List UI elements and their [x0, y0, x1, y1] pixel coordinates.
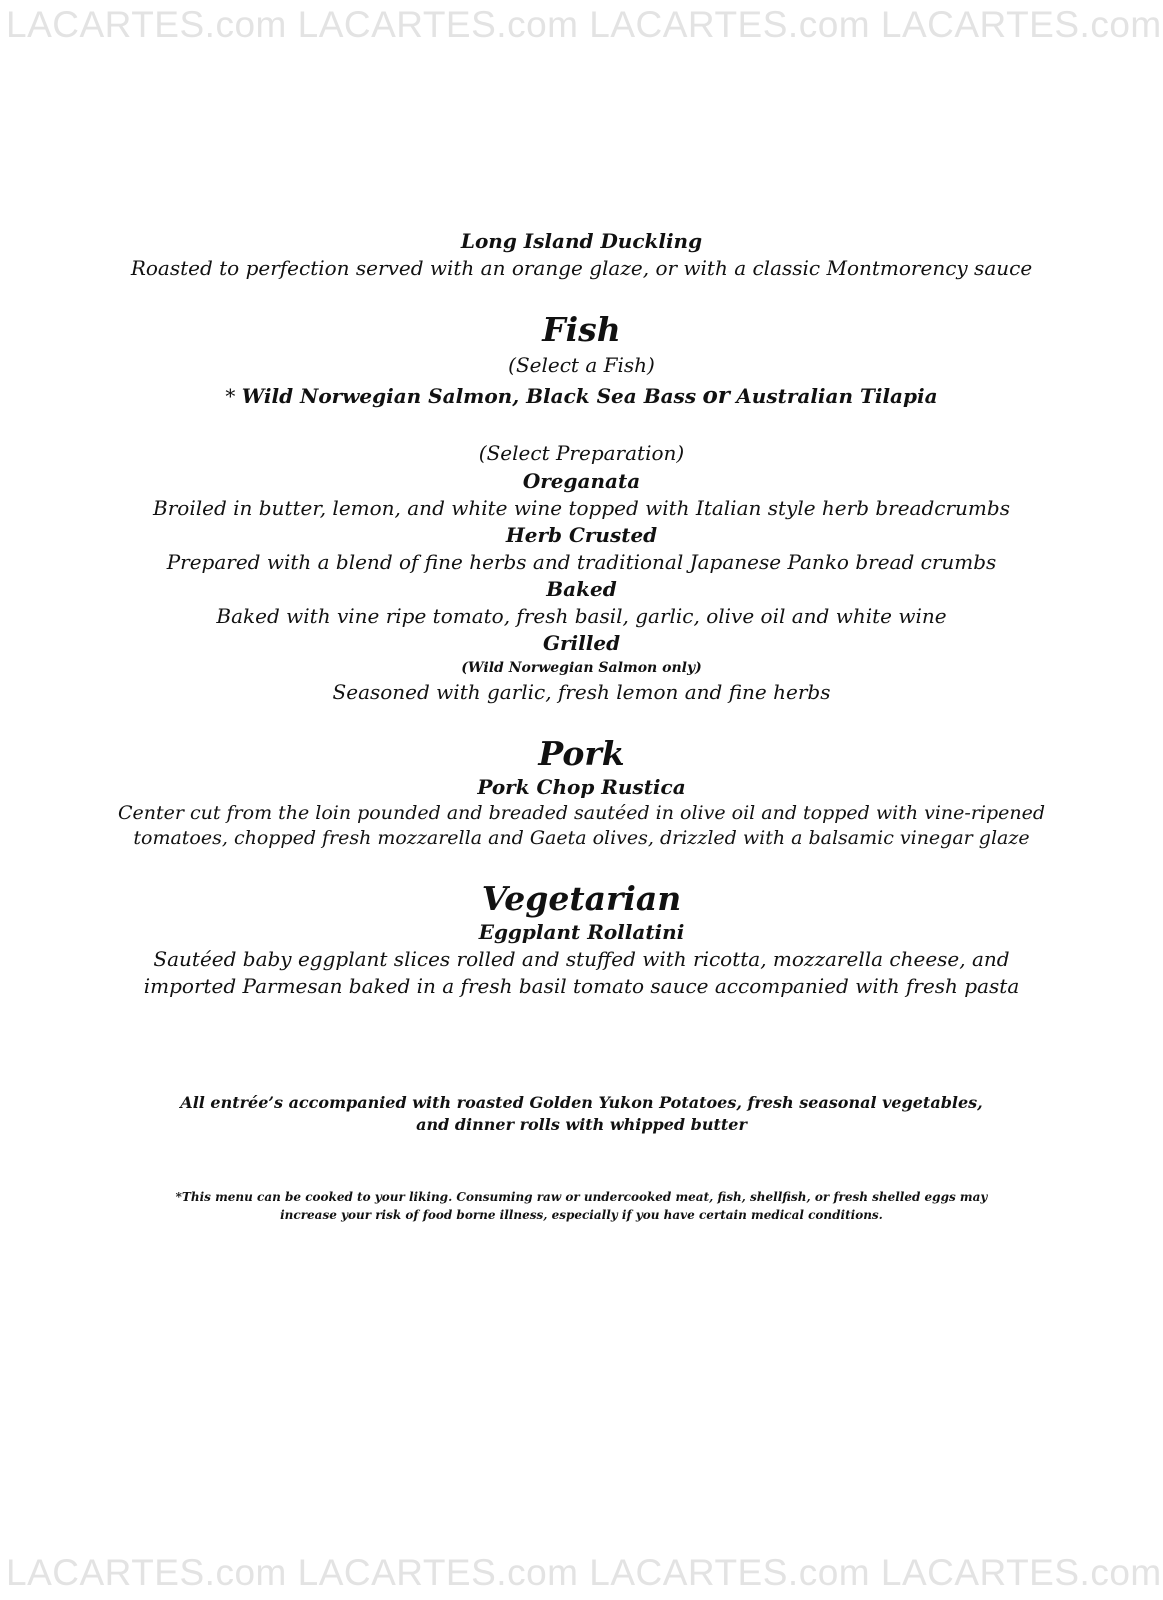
- fish-or-word: or: [702, 382, 730, 409]
- prep-baked-description: Baked with vine ripe tomato, fresh basil, garlic, olive oil and white wine: [216, 604, 947, 628]
- warning-line2: increase your risk of food borne illness, especially if you have certain medical conditions.: [280, 1208, 883, 1222]
- pork-section-title: Pork: [538, 734, 625, 773]
- fish-option-last: Australian Tilapia: [736, 384, 938, 408]
- watermark-bottom: LACARTES.com LACARTES.com LACARTES.com LACARTES.com: [6, 1554, 1162, 1591]
- watermark-top: LACARTES.com LACARTES.com LACARTES.com LACARTES.com: [6, 6, 1162, 43]
- vegetarian-section-title: Vegetarian: [481, 879, 682, 918]
- food-safety-warning: [0, 1188, 1163, 1224]
- fish-options: [0, 380, 1163, 412]
- fish-options-list: Wild Norwegian Salmon, Black Sea Bass: [241, 384, 697, 408]
- accompaniment-note: [0, 1092, 1163, 1136]
- accompaniment-line1: All entrée’s accompanied with roasted Golden Yukon Potatoes, fresh seasonal vegetables,: [180, 1093, 983, 1112]
- prep-grilled-description: Seasoned with garlic, fresh lemon and fine herbs: [332, 680, 831, 704]
- warning-line1: *This menu can be cooked to your liking. Consuming raw or undercooked meat, fish, shellfish, or fresh shelled eggs may: [175, 1190, 988, 1204]
- fish-asterisk: *: [225, 384, 242, 408]
- accompaniment-line2: and dinner rolls with whipped butter: [416, 1115, 747, 1134]
- pork-description-line1: Center cut from the loin pounded and breaded sautéed in olive oil and topped with vine-ripened: [117, 802, 1046, 824]
- prep-oreganata-name: Oreganata: [522, 469, 641, 493]
- preparation-select-label: (Select Preparation): [478, 441, 685, 465]
- prep-herb-crusted-description: Prepared with a blend of fine herbs and traditional Japanese Panko bread crumbs: [166, 550, 997, 574]
- prep-grilled-name: Grilled: [542, 631, 621, 655]
- duckling-name: Long Island Duckling: [460, 229, 703, 253]
- vegetarian-description-line2: imported Parmesan baked in a fresh basil tomato sauce accompanied with fresh pasta: [143, 974, 1020, 998]
- prep-herb-crusted-name: Herb Crusted: [505, 523, 658, 547]
- prep-baked-name: Baked: [546, 577, 617, 601]
- fish-select-label: (Select a Fish): [508, 353, 655, 377]
- vegetarian-item-name: Eggplant Rollatini: [478, 920, 685, 944]
- duckling-description: Roasted to perfection served with an orange glaze, or with a classic Montmorency sauce: [130, 256, 1033, 280]
- prep-oreganata-description: Broiled in butter, lemon, and white wine topped with Italian style herb breadcrumbs: [153, 496, 1010, 520]
- fish-section-title: Fish: [542, 310, 621, 349]
- pork-description-line2: tomatoes, chopped fresh mozzarella and Gaeta olives, drizzled with a balsamic vinegar glaze: [133, 827, 1030, 849]
- pork-item-name: Pork Chop Rustica: [477, 775, 686, 799]
- prep-grilled-note: (Wild Norwegian Salmon only): [461, 660, 702, 676]
- menu-content: [0, 228, 1163, 1000]
- vegetarian-description-line1: Sautéed baby eggplant slices rolled and stuffed with ricotta, mozzarella cheese, and: [153, 947, 1010, 971]
